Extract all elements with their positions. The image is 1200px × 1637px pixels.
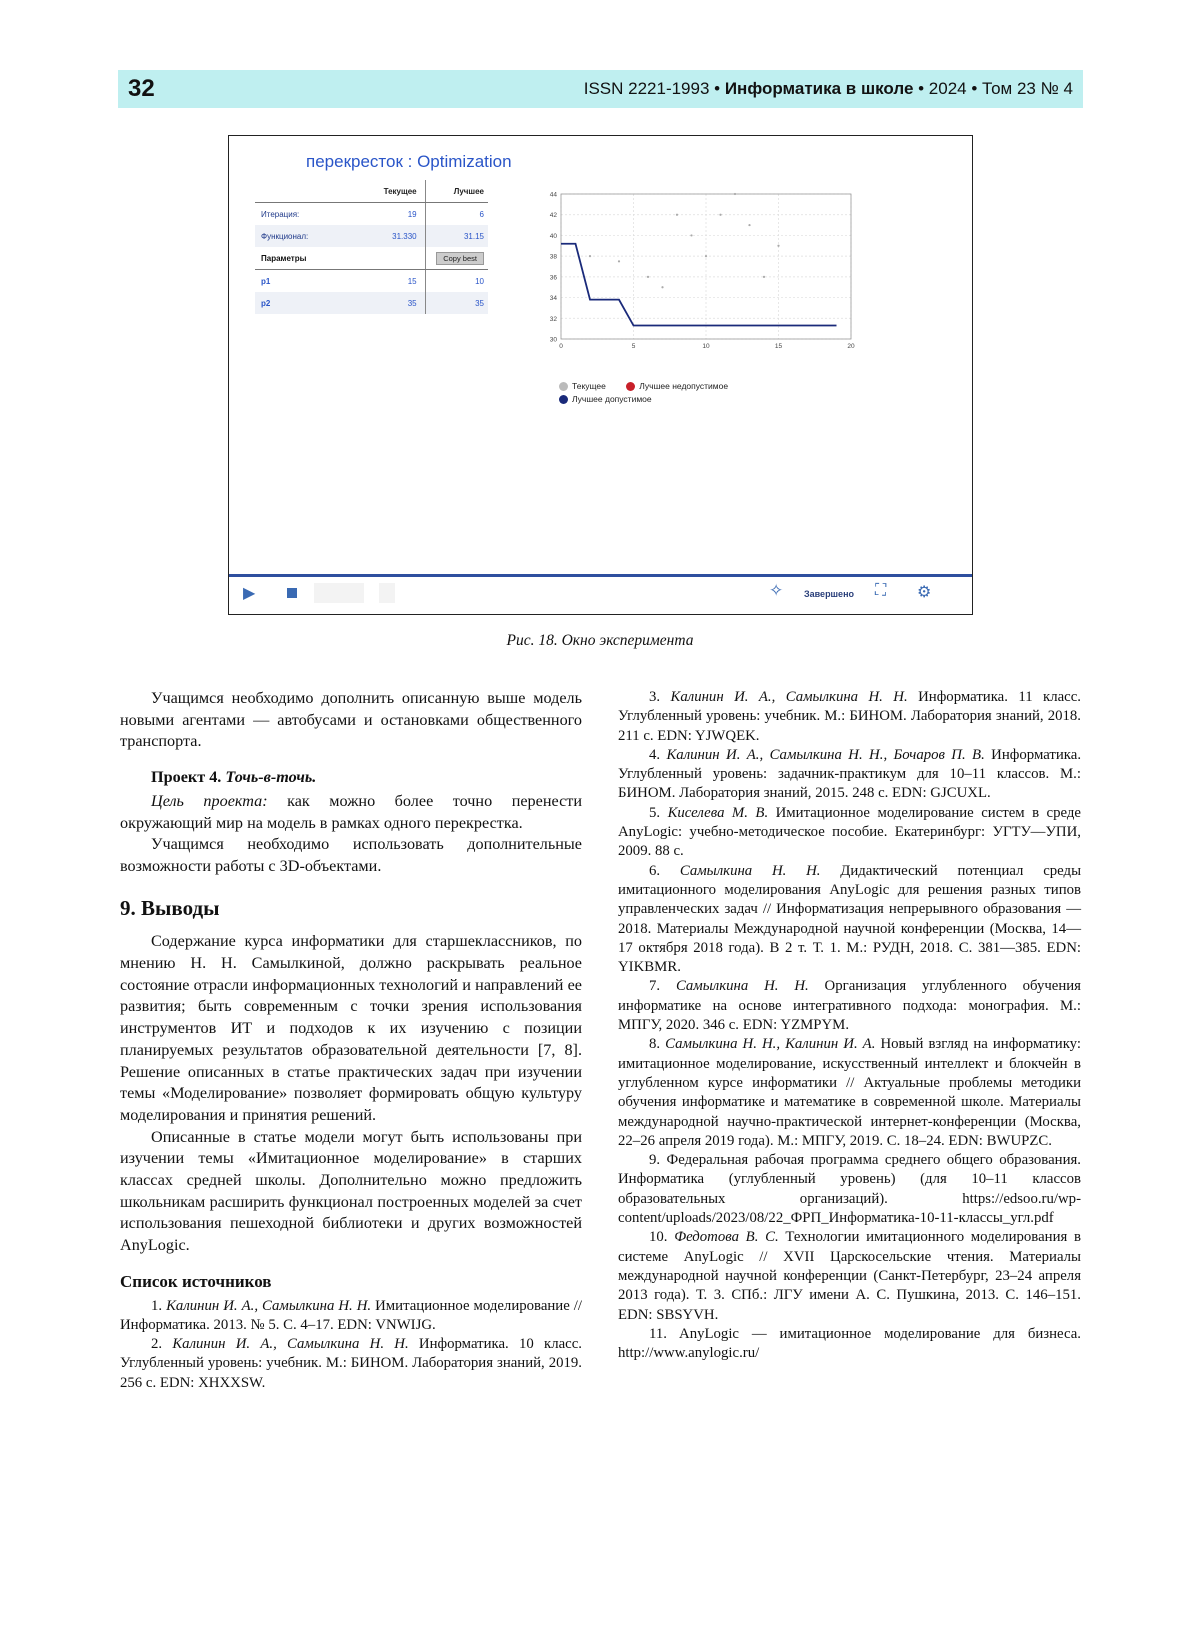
scatter-point [661, 286, 663, 288]
page-number: 32 [128, 75, 155, 102]
x-tick-label: 5 [631, 343, 636, 350]
status-text: Завершено [804, 589, 855, 599]
y-tick-label: 44 [549, 191, 557, 199]
x-tick-label: 15 [774, 343, 783, 350]
x-tick-label: 0 [559, 343, 563, 350]
optimization-table [255, 180, 488, 314]
reference-item: 5. Киселева М. В. Имитационное моделирование систем в среде AnyLogic: учебно-методическое пособие. Екатеринбург: УГТУ—УПИ, 2009. 88 с. [618, 804, 1081, 860]
fullscreen-icon[interactable]: ⛶ [875, 582, 887, 599]
journal-info [584, 79, 1073, 99]
y-tick-label: 42 [549, 212, 557, 220]
journal-name: Информатика в школе [724, 79, 914, 98]
reference-item: 2. Калинин И. А., Самылкина Н. Н. Информатика. 10 класс. Углубленный уровень: учебник. М.: БИНОМ. Лаборатория знаний, 2019. 256 с. EDN: XHXXSW. [120, 1336, 583, 1391]
scatter-point [676, 214, 678, 216]
legend-dot-icon [559, 395, 568, 404]
experiment-toolbar [229, 574, 972, 614]
issn: ISSN 2221-1993 • [583, 79, 725, 98]
legend-dot-icon [559, 382, 568, 391]
play-icon[interactable]: ▶ [243, 585, 256, 602]
scatter-point [763, 276, 765, 278]
scatter-point [647, 276, 649, 278]
scatter-point [719, 214, 721, 216]
reference-item: 8. Самылкина Н. Н., Калинин И. А. Новый взгляд на информатику: имитационное моделирование, искусственный интеллект и блокчейн в углубленном курсе информатики // Актуальные проблемы методики обучения информатике и математике в современной школе. Материалы международной научно-практической интернет-конференции (Москва, 22–26 апреля 2019 года). М.: МПГУ, 2019. С. 18–24. EDN: BWUPZC. [618, 1036, 1081, 1149]
x-tick-label: 10 [702, 343, 710, 350]
table-header [255, 180, 488, 203]
reference-item: 7. Самылкина Н. Н. Организация углубленного обучения информатике на основе интегративного подхода: монография. М.: МПГУ, 2020. 346 с. EDN: YZMPYM. [618, 978, 1081, 1034]
project-heading: Проект 4. Точь-в-точь. [151, 768, 317, 787]
x-tick-label: 20 [847, 343, 855, 350]
y-tick-label: 32 [549, 315, 557, 323]
col-best: Лучшее [453, 186, 484, 196]
scatter-point [748, 224, 750, 226]
figure-caption: Рис. 18. Окно эксперимента [506, 632, 694, 649]
table-row: Функционал: 31.330 31.15 [255, 225, 488, 247]
legend-current: Текущее [559, 381, 606, 391]
section-heading: 9. Выводы [120, 895, 220, 920]
optimization-chart [539, 188, 859, 368]
y-tick-label: 40 [549, 232, 557, 240]
paragraph: Содержание курса информатики для старшеклассников, по мнению Н. Н. Самылкиной, должно раскрывать реальное состояние отрасли информационных технологий и направлений ее развития; быть современным с точки зрения использования инструментов ИТ и подходов к их изучению с позиции планируемых результатов образовательной деятельности [7, 8]. Решение описанных в статье практических задач при изучении темы «Моделирование» позволяет формировать общую культуру моделирования и принятия решений. [120, 932, 582, 1124]
reference-item: 11. AnyLogic — имитационное моделирование для бизнеса. http://www.anylogic.ru/ [618, 1325, 1081, 1362]
right-column [618, 688, 1081, 1363]
reference-item: 1. Калинин И. А., Самылкина Н. Н. Имитационное моделирование // Информатика. 2013. № 5. С. 4–17. EDN: VNWIJG. [120, 1297, 583, 1333]
scatter-point [690, 234, 692, 236]
paragraph: Цель проекта: как можно более точно перенести окружающий мир на модель в рамках одного перекрестка. [120, 791, 583, 832]
settings-icon[interactable]: ⚙ [917, 584, 932, 601]
stop-icon[interactable] [287, 588, 297, 598]
scatter-point [777, 245, 779, 247]
reference-item: 10. Федотова В. С. Технологии имитационного моделирования в системе AnyLogic // XVII Царскосельские чтения. Материалы международной научной конференции (Санкт-Петербург, 23–24 апреля 2013 года). Т. 3. СПб.: ЛГУ имени А. С. Пушкина, 2013. С. 146–151. EDN: SBSYVH. [618, 1229, 1081, 1323]
table-row: p2 35 35 [255, 292, 488, 314]
y-tick-label: 38 [549, 253, 557, 261]
table-row: Итерация: 19 6 [255, 203, 488, 225]
copy-best-button[interactable]: Copy best [436, 252, 484, 265]
paragraph: Учащимся необходимо использовать дополнительные возможности работы с 3D-объектами. [120, 835, 582, 875]
experiment-title: перекресток : Optimization [306, 152, 512, 171]
scatter-point [618, 260, 620, 262]
sources-heading: Список источников [120, 1271, 272, 1291]
legend-best-infeasible: Лучшее недопустимое [626, 381, 728, 391]
scatter-point [705, 255, 707, 257]
reference-item: 6. Самылкина Н. Н. Дидактический потенциал среды имитационного моделирования AnyLogic для решения разных типов управленческих задач // Информатизация непрерывного образования — 2018. Материалы Международной научной конференции (Москва, 14—17 октября 2018 года). В 2 т. Т. 1. М.: РУДН, 2018. С. 381—385. EDN: YIKBMR. [618, 862, 1082, 976]
chart-legend [559, 381, 746, 407]
issue-info: • 2024 • Том 23 № 4 [913, 79, 1073, 98]
params-label: Параметры [261, 253, 307, 263]
reference-item: 9. Федеральная рабочая программа среднего общего образования. Информатика (углубленный уровень) (для 10–11 классов образовательных организаций). https://edsoo.ru/wp-content/uploads/2023/08/22_ФРП_Информатика-10-11-классы_угл.pdf [618, 1152, 1081, 1227]
paragraph: Учащимся необходимо дополнить описанную выше модель новыми агентами — автобусами и остановками общественного транспорта. [120, 689, 582, 751]
y-tick-label: 30 [549, 336, 557, 344]
col-current: Текущее [366, 180, 426, 202]
scatter-point [734, 193, 736, 195]
left-column [120, 688, 582, 1393]
y-tick-label: 34 [549, 295, 557, 303]
page-header [118, 70, 1083, 108]
table-row: p1 15 10 [255, 270, 488, 292]
speed-slider[interactable] [314, 583, 364, 603]
experiment-window-figure [228, 135, 973, 615]
reference-item: 3. Калинин И. А., Самылкина Н. Н. Информатика. 11 класс. Углубленный уровень: учебник. М.: БИНОМ. Лаборатория знаний, 2018. 211 с. EDN: YJWQEK. [618, 689, 1082, 744]
scatter-point [589, 255, 591, 257]
speed-button[interactable] [379, 583, 395, 603]
legend-best-feasible: Лучшее допустимое [559, 394, 652, 404]
params-row [255, 247, 488, 270]
legend-dot-icon [626, 382, 635, 391]
y-tick-label: 36 [549, 274, 557, 282]
model-logo-icon: ✧ [769, 581, 784, 600]
paragraph: Описанные в статье модели могут быть использованы при изучении темы «Имитационное моделирование» в старших классах средней школы. Дополнительно можно предложить школьникам расширить функционал построенных моделей за счет использования пешеходной библиотеки и других возможностей AnyLogic. [120, 1127, 582, 1255]
reference-item: 4. Калинин И. А., Самылкина Н. Н., Бочаров П. В. Информатика. Углубленный уровень: задачник-практикум для 10–11 классов. М.: БИНОМ. Лаборатория знаний, 2015. 248 с. EDN: GJCUXL. [618, 746, 1082, 802]
